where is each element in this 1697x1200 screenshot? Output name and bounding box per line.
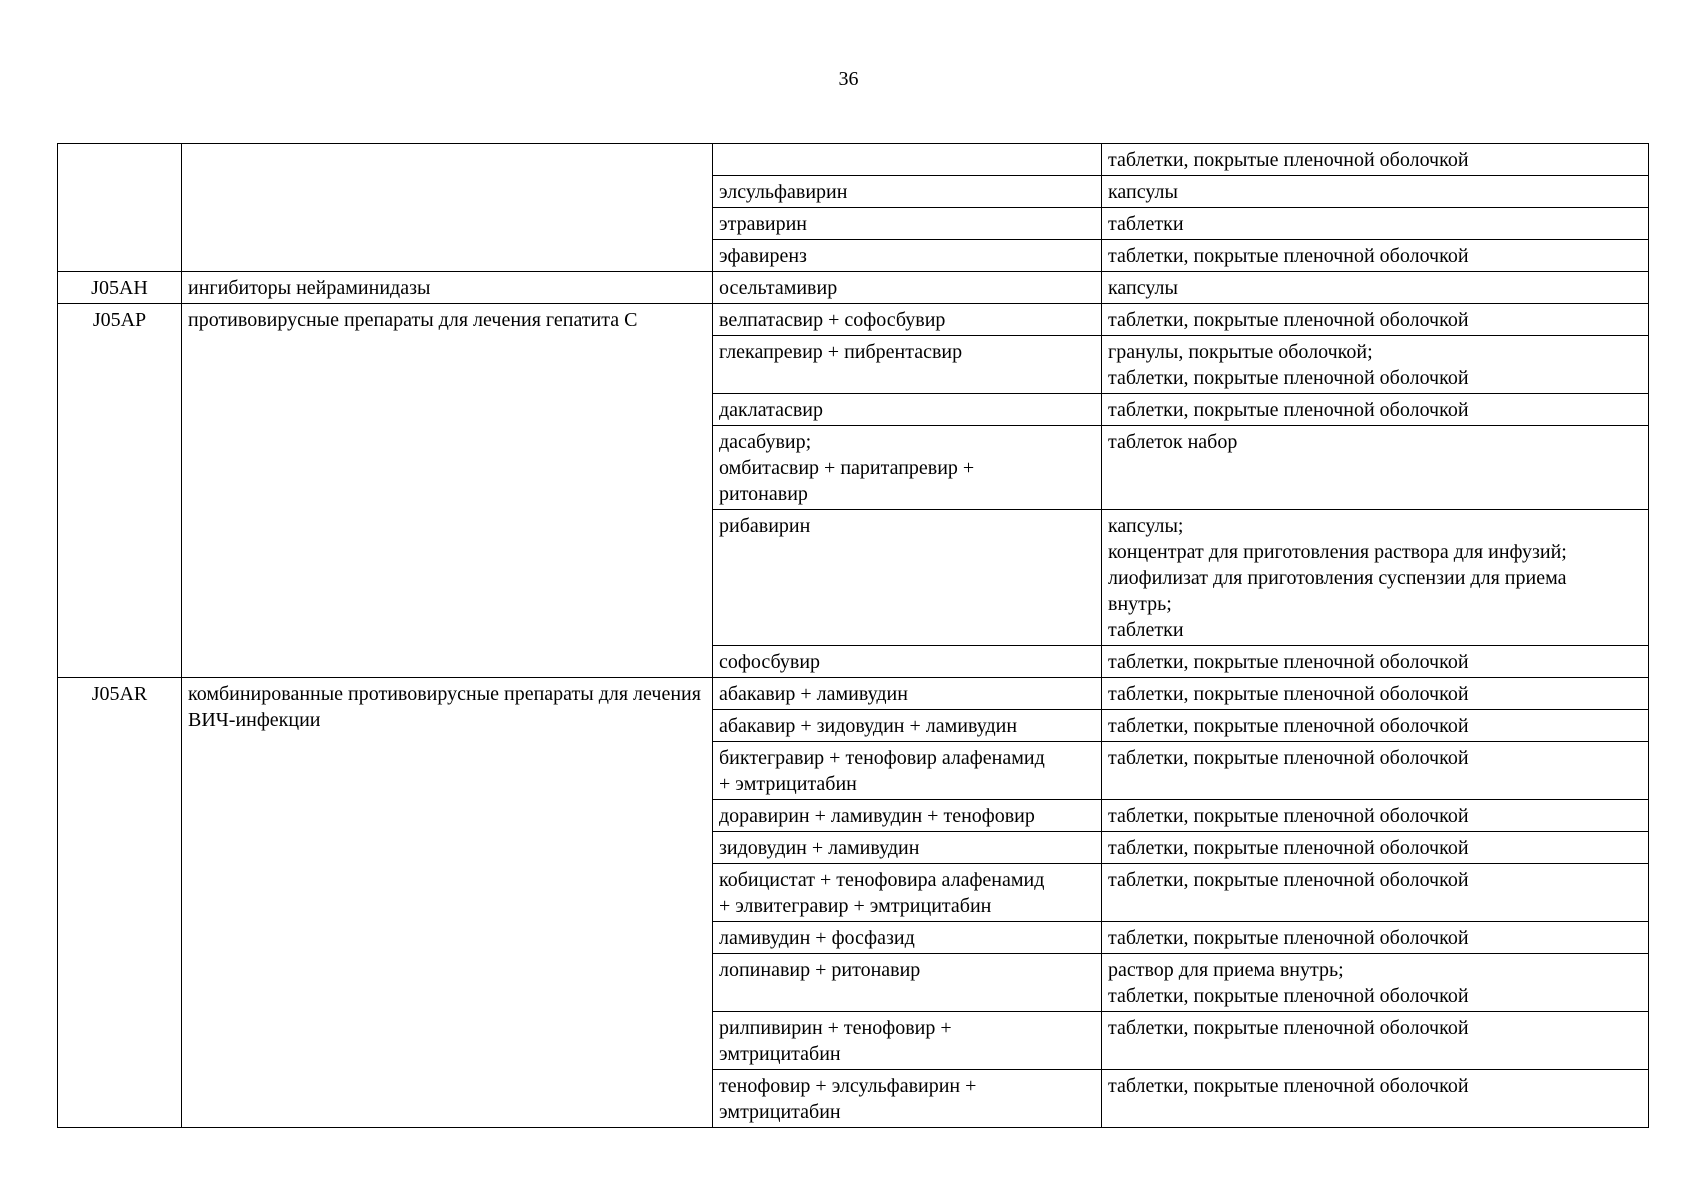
dosage-form-cell [1102,336,1649,394]
dosage-form-cell [1102,678,1649,710]
dosage-form-line: таблетки, покрытые пленочной оболочкой [1108,805,1469,827]
drug-name-cell [713,954,1102,1012]
table-row [58,304,1649,336]
group-name-cell: ингибиторы нейраминидазы [182,272,713,304]
dosage-form-cell [1102,1070,1649,1128]
dosage-form-line: таблетки, покрытые пленочной оболочкой [1108,309,1469,331]
dosage-form-cell [1102,304,1649,336]
dosage-form-line: таблетки, покрытые пленочной оболочкой [1108,1075,1469,1097]
dosage-form-cell [1102,800,1649,832]
dosage-form-line: таблетки [1108,619,1184,641]
dosage-form-line: таблетки, покрытые пленочной оболочкой [1108,651,1469,673]
dosage-form-line: таблетки, покрытые пленочной оболочкой [1108,399,1469,421]
drug-name-line: + эмтрицитабин [719,773,857,795]
drug-table [57,143,1649,1128]
dosage-form-cell [1102,864,1649,922]
dosage-form-cell [1102,510,1649,646]
drug-name-line: абакавир + зидовудин + ламивудин [719,715,1018,737]
dosage-form-line: таблетки, покрытые пленочной оболочкой [1108,149,1469,171]
dosage-form-cell [1102,646,1649,678]
atc-code-cell: J05AH [58,272,182,304]
table-row [58,272,1649,304]
drug-name-line: дасабувир; [719,431,812,453]
dosage-form-cell [1102,922,1649,954]
dosage-form-line: внутрь; [1108,593,1172,615]
drug-name-line: кобицистат + тенофовира алафенамид [719,869,1045,891]
drug-name-line: рилпивирин + тенофовир + [719,1017,952,1039]
dosage-form-line: таблетки [1108,213,1184,235]
drug-name-line: даклатасвир [719,399,823,421]
drug-name-line: доравирин + ламивудин + тенофовир [719,805,1035,827]
drug-name-line: глекапревир + пибрентасвир [719,341,963,363]
dosage-form-line: капсулы [1108,277,1178,299]
atc-code-cell: J05AR [58,678,182,1128]
dosage-form-line: таблетки, покрытые пленочной оболочкой [1108,747,1469,769]
drug-name-line: тенофовир + элсульфавирин + [719,1075,977,1097]
drug-name-cell [713,240,1102,272]
group-name-cell: комбинированные противовирусные препараты для лечения ВИЧ-инфекции [182,678,713,1128]
dosage-form-line: лиофилизат для приготовления суспензии для приема [1108,567,1567,589]
drug-name-line: осельтамивир [719,277,838,299]
drug-name-cell [713,1012,1102,1070]
dosage-form-cell [1102,176,1649,208]
atc-code-cell [58,144,182,272]
drug-name-line: ритонавир [719,483,808,505]
dosage-form-cell [1102,426,1649,510]
dosage-form-cell [1102,144,1649,176]
drug-name-line: эфавиренз [719,245,807,267]
dosage-form-cell [1102,272,1649,304]
dosage-form-cell [1102,394,1649,426]
drug-name-line: абакавир + ламивудин [719,683,908,705]
dosage-form-cell [1102,1012,1649,1070]
drug-name-cell [713,742,1102,800]
drug-name-cell [713,710,1102,742]
dosage-form-line: таблетки, покрытые пленочной оболочкой [1108,837,1469,859]
drug-name-cell [713,864,1102,922]
drug-name-line: этравирин [719,213,807,235]
drug-name-line: зидовудин + ламивудин [719,837,920,859]
drug-name-cell [713,176,1102,208]
drug-name-line: софосбувир [719,651,821,673]
dosage-form-line: таблетки, покрытые пленочной оболочкой [1108,869,1469,891]
drug-name-cell [713,678,1102,710]
drug-name-cell [713,800,1102,832]
drug-name-line: элсульфавирин [719,181,848,203]
drug-name-line: рибавирин [719,515,811,537]
dosage-form-cell [1102,954,1649,1012]
dosage-form-line: таблетки, покрытые пленочной оболочкой [1108,367,1469,389]
table-row [58,144,1649,176]
drug-name-line: эмтрицитабин [719,1043,841,1065]
drug-name-cell [713,1070,1102,1128]
dosage-form-cell [1102,208,1649,240]
table-row [58,678,1649,710]
group-name-cell: противовирусные препараты для лечения гепатита С [182,304,713,678]
dosage-form-line: таблетки, покрытые пленочной оболочкой [1108,245,1469,267]
drug-name-cell [713,394,1102,426]
dosage-form-cell [1102,240,1649,272]
dosage-form-cell [1102,710,1649,742]
dosage-form-line: таблетки, покрытые пленочной оболочкой [1108,985,1469,1007]
drug-name-line: ламивудин + фосфазид [719,927,915,949]
drug-name-cell [713,646,1102,678]
dosage-form-line: таблетки, покрытые пленочной оболочкой [1108,683,1469,705]
dosage-form-line: гранулы, покрытые оболочкой; [1108,341,1373,363]
drug-name-cell [713,832,1102,864]
drug-name-cell [713,426,1102,510]
drug-name-line: лопинавир + ритонавир [719,959,921,981]
drug-name-line: + элвитегравир + эмтрицитабин [719,895,992,917]
drug-name-line: омбитасвир + паритапревир + [719,457,975,479]
drug-name-cell [713,336,1102,394]
drug-name-line: велпатасвир + софосбувир [719,309,946,331]
drug-name-line: эмтрицитабин [719,1101,841,1123]
dosage-form-line: капсулы; [1108,515,1184,537]
page-number: 36 [838,68,859,90]
group-name-cell [182,144,713,272]
dosage-form-line: капсулы [1108,181,1178,203]
dosage-form-line: таблетки, покрытые пленочной оболочкой [1108,1017,1469,1039]
drug-name-cell [713,208,1102,240]
dosage-form-line: раствор для приема внутрь; [1108,959,1344,981]
dosage-form-cell [1102,742,1649,800]
dosage-form-line: таблетки, покрытые пленочной оболочкой [1108,715,1469,737]
drug-name-cell [713,510,1102,646]
drug-name-cell [713,144,1102,176]
dosage-form-line: таблетки, покрытые пленочной оболочкой [1108,927,1469,949]
dosage-form-line: концентрат для приготовления раствора для инфузий; [1108,541,1567,563]
drug-name-cell [713,272,1102,304]
dosage-form-cell [1102,832,1649,864]
drug-name-line: биктегравир + тенофовир алафенамид [719,747,1045,769]
table-body [58,144,1649,1128]
dosage-form-line: таблеток набор [1108,431,1238,453]
atc-code-cell: J05AP [58,304,182,678]
drug-name-cell [713,922,1102,954]
drug-name-cell [713,304,1102,336]
